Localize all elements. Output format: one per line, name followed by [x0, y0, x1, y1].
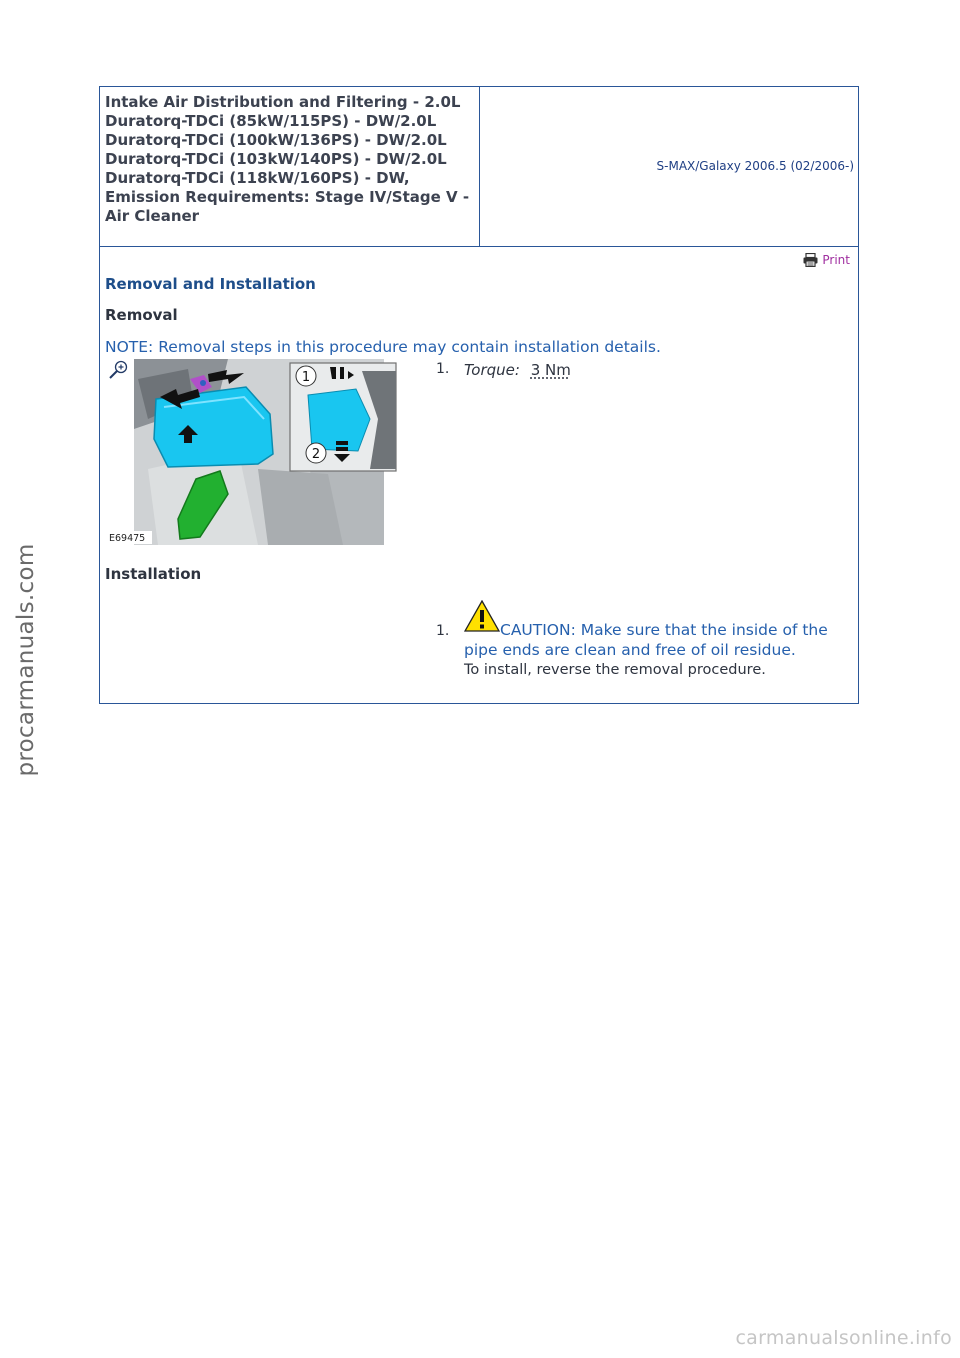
installation-text: To install, reverse the removal procedure. [464, 662, 766, 678]
installation-heading: Installation [105, 565, 202, 583]
torque-value[interactable]: 3 Nm [530, 361, 571, 379]
figure-label: E69475 [109, 533, 146, 544]
printer-icon [803, 253, 818, 267]
side-watermark [6, 545, 46, 775]
removal-step-number: 1. [436, 361, 450, 377]
section-heading: Removal and Installation [105, 275, 316, 293]
print-button[interactable] [803, 253, 850, 267]
removal-step-1 [464, 361, 571, 379]
side-watermark-text: procarmanuals.com [13, 543, 39, 777]
model-label: S-MAX/Galaxy 2006.5 (02/2006-) [656, 159, 854, 173]
air-cleaner-illustration[interactable] [108, 359, 398, 545]
header-row [100, 87, 858, 247]
removal-heading: Removal [105, 306, 178, 324]
figure[interactable] [108, 359, 398, 545]
removal-note: NOTE: Removal steps in this procedure may contain installation details. [105, 338, 661, 356]
torque-label: Torque: [464, 361, 520, 379]
page-title: Intake Air Distribution and Filtering - 2.0L Duratorq-TDCi (85kW/115PS) - DW/2.0L Duratorq-TDCi (100kW/136PS) - DW/2.0L Duratorq-TDCi (103kW/140PS) - DW/2.0L Duratorq-TDCi (118kW/160PS) - DW, Emission Requirements: Stage IV/Stage V - Air Cleaner [105, 93, 470, 225]
title-cell [100, 87, 480, 246]
installation-step-1 [464, 600, 834, 680]
warning-triangle-icon [464, 600, 500, 632]
print-label: Print [822, 253, 850, 267]
document-table [99, 86, 859, 704]
callout-1-label: 1 [301, 370, 311, 385]
caution-text: CAUTION: Make sure that the inside of the pipe ends are clean and free of oil residue. [464, 621, 828, 659]
installation-step-number: 1. [436, 623, 450, 639]
callout-2-label: 2 [311, 447, 321, 462]
footer-watermark: carmanualsonline.info [735, 1327, 952, 1349]
